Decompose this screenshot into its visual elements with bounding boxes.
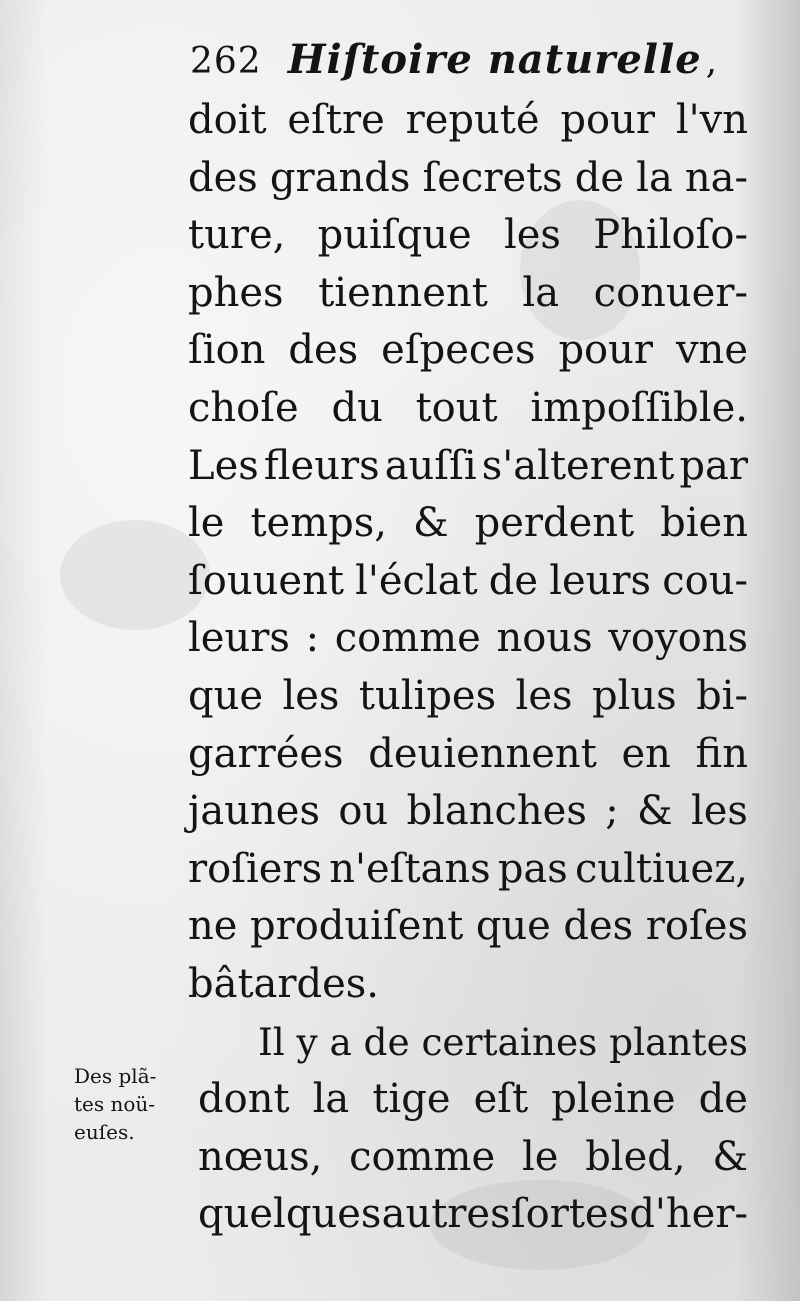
word: les — [503, 212, 561, 259]
word: conuer- — [593, 269, 748, 316]
word: phes — [188, 269, 284, 316]
text-line — [188, 610, 748, 668]
word: des — [288, 327, 359, 374]
word: bled, — [585, 1133, 686, 1180]
word: perdent — [474, 500, 635, 547]
word: nœus, — [198, 1133, 323, 1180]
word: pour — [558, 327, 654, 374]
word: tige — [372, 1076, 451, 1123]
word: la — [636, 154, 673, 201]
word: eſpeces — [381, 327, 536, 374]
word: quelques — [198, 1191, 382, 1238]
word: Philoſo- — [593, 212, 748, 259]
word: pleine — [551, 1076, 676, 1123]
word: & — [712, 1133, 748, 1180]
word: d'her- — [629, 1191, 748, 1238]
word: autres — [381, 1191, 511, 1238]
word: la — [312, 1076, 350, 1123]
word: roſiers — [188, 845, 323, 892]
text-line — [188, 783, 748, 841]
word: l'vn — [675, 97, 748, 143]
word: bâtardes. — [188, 960, 380, 1007]
word: ſortes — [510, 1191, 630, 1238]
word: garrées — [188, 730, 344, 777]
word: ſion — [188, 327, 266, 374]
word: cultiuez, — [574, 845, 748, 892]
word: blanches — [406, 788, 587, 835]
word: deuiennent — [368, 730, 597, 777]
word: le — [521, 1133, 559, 1180]
word: en — [621, 730, 671, 777]
word: pas — [497, 845, 568, 892]
paragraph-start-line — [188, 1014, 748, 1072]
word: que — [475, 903, 551, 950]
word: Il — [258, 1019, 285, 1064]
text-line — [188, 726, 748, 784]
word: voyons — [608, 615, 748, 662]
text-line — [188, 92, 748, 150]
word: comme — [334, 615, 481, 662]
word: cou- — [662, 557, 748, 604]
word: de — [488, 557, 539, 604]
text-line — [188, 1071, 748, 1129]
word: les — [282, 672, 340, 719]
word: de — [698, 1076, 748, 1123]
word: les — [515, 672, 573, 719]
text-line — [188, 1186, 748, 1244]
word: leurs — [549, 557, 652, 604]
margin-note-line: tes noü- — [74, 1092, 156, 1116]
text-line — [188, 150, 748, 208]
word: Les — [188, 442, 259, 489]
text-line — [188, 380, 748, 438]
word: ne — [188, 903, 238, 950]
word: des — [188, 154, 258, 201]
text-line — [188, 956, 748, 1014]
word: plus — [591, 672, 677, 719]
margin-note — [74, 1062, 182, 1146]
word: reputé — [405, 97, 540, 143]
word: de — [574, 154, 625, 201]
word: du — [331, 384, 383, 431]
text-line — [188, 265, 748, 323]
word: l'éclat — [355, 557, 478, 604]
word: fin — [695, 730, 748, 777]
word: & — [413, 500, 449, 547]
word: y — [296, 1019, 318, 1064]
word: : — [305, 615, 320, 662]
word: ; — [605, 788, 619, 835]
word: eſtre — [287, 97, 385, 143]
margin-note-line: euſes. — [74, 1120, 135, 1144]
word: eſt — [473, 1076, 529, 1123]
running-title-mark: , — [705, 41, 718, 82]
word: tout — [415, 384, 498, 431]
margin-note-line: Des plã- — [74, 1064, 157, 1088]
running-title: Hiſtoire naturelle — [287, 36, 702, 83]
text-line — [188, 207, 748, 265]
word: que — [188, 672, 264, 719]
running-header — [190, 36, 717, 88]
word: impoſſible. — [530, 384, 748, 431]
word: comme — [349, 1133, 496, 1180]
word: ou — [338, 788, 389, 835]
word: n'eſtans — [329, 845, 491, 892]
text-line — [188, 1129, 748, 1187]
word: auſſi — [384, 442, 477, 489]
text-line — [188, 668, 748, 726]
word: roſes — [645, 903, 748, 950]
text-line — [188, 322, 748, 380]
word: de — [363, 1019, 410, 1064]
page-number: 262 — [190, 41, 262, 82]
word: pour — [560, 97, 655, 143]
word: leurs — [188, 615, 290, 662]
word: choſe — [188, 384, 299, 431]
word: temps, — [250, 500, 387, 547]
word: vne — [675, 327, 748, 374]
word: ture, — [188, 212, 286, 259]
word: produiſent — [249, 903, 464, 950]
word: fleurs — [263, 442, 380, 489]
word: bi- — [696, 672, 748, 719]
word: a — [329, 1019, 352, 1064]
text-line — [188, 495, 748, 553]
word: certaines — [421, 1019, 598, 1064]
word: les — [690, 788, 748, 835]
word: na- — [684, 154, 748, 201]
word: nous — [496, 615, 593, 662]
word: jaunes — [188, 788, 320, 835]
text-line — [188, 438, 748, 496]
text-line — [188, 841, 748, 899]
word: ſecrets — [422, 154, 563, 201]
word: par — [679, 442, 748, 489]
word: des — [563, 903, 634, 950]
word: puiſque — [317, 212, 472, 259]
word: la — [522, 269, 560, 316]
body-text — [188, 92, 748, 1244]
word: s'alterent — [481, 442, 675, 489]
text-line — [188, 553, 748, 611]
word: ſouuent — [188, 557, 344, 604]
word: tulipes — [358, 672, 497, 719]
word: tiennent — [318, 269, 488, 316]
word: & — [637, 788, 673, 835]
text-line — [188, 898, 748, 956]
word: grands — [269, 154, 411, 201]
word: plantes — [609, 1019, 748, 1064]
word: bien — [660, 500, 748, 547]
word: doit — [188, 97, 267, 143]
word: dont — [198, 1076, 290, 1123]
word: le — [188, 500, 225, 547]
